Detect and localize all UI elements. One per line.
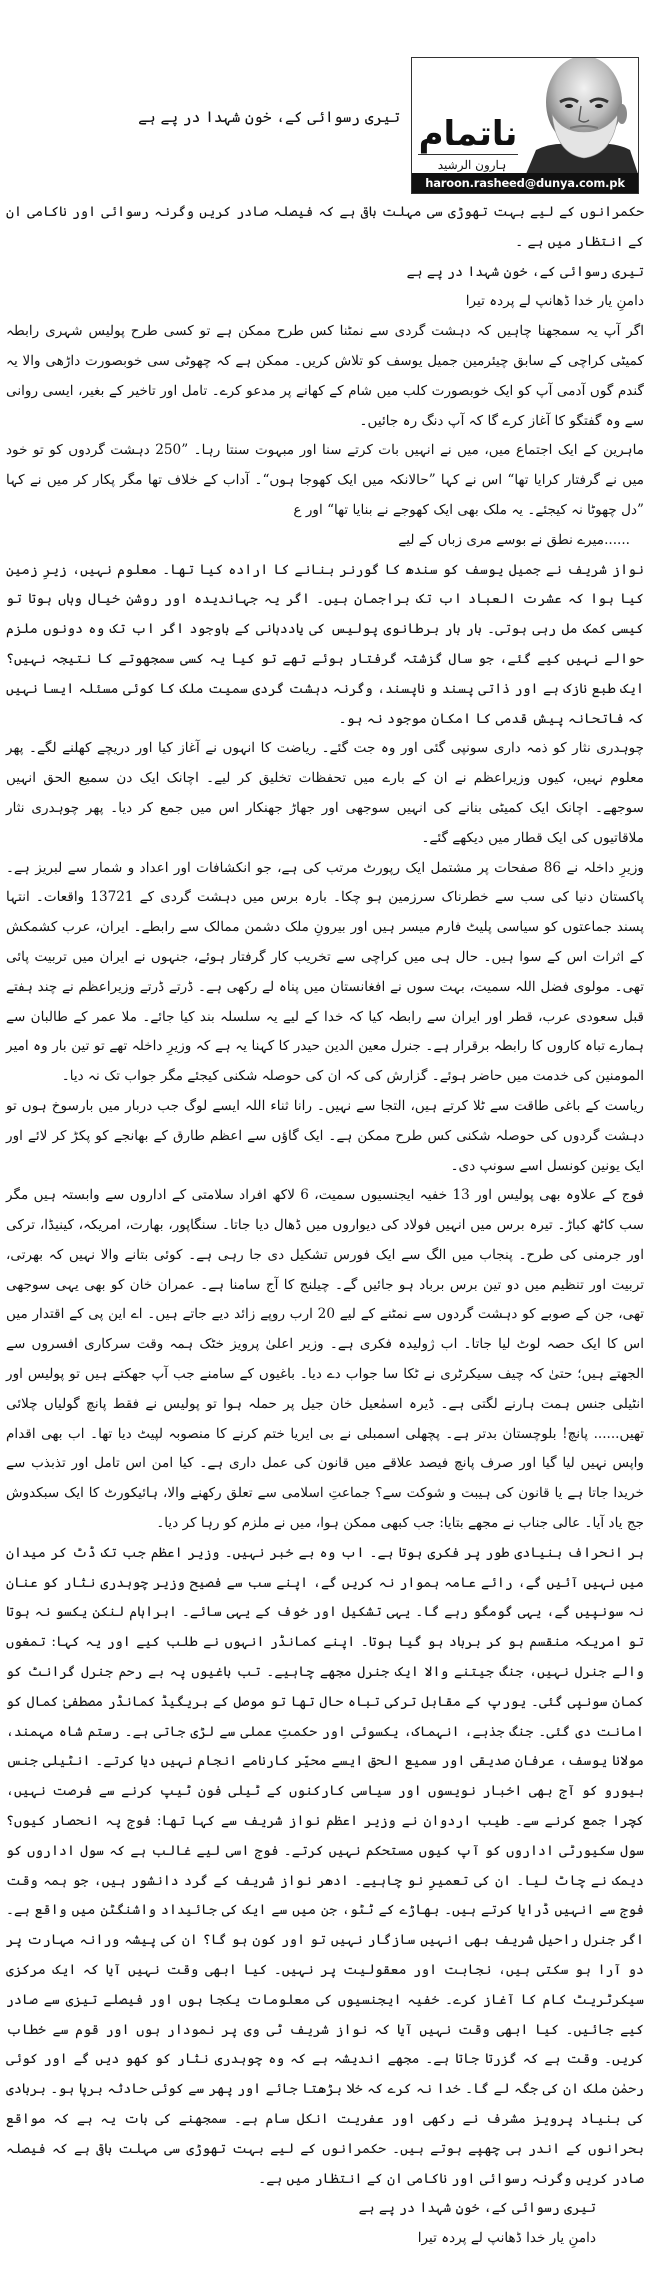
article-body bbox=[6, 198, 644, 2254]
byline-box bbox=[411, 57, 639, 194]
article-paragraph: اگر آپ یہ سمجھنا چاہیں کہ دہشت گردی سے نمٹنا کس طرح ممکن ہے تو کسی طرح پولیس شہری رابطہ کمیٹی کراچی کے سابق چیئرمین جمیل یوسف کو تلاش کریں۔ ممکن ہے کہ چھوٹی سی خوبصورت داڑھی والا یہ گندم گوں آدمی آپ کو ایک خوبصورت کلب میں شام کے کھانے پر مدعو کرے۔ تامل اور تاخیر کے بغیر، ایسی روانی سے وہ گفتگو کا آغاز کرے گا کہ آپ دنگ رہ جائیں۔ bbox=[6, 323, 644, 429]
poetry-verse: ......میرے نطق نے بوسے مری زباں کے لیے bbox=[398, 531, 630, 548]
poetry-verse: تیری رسوائی کے، خونِ شہدا در پے ہے bbox=[406, 263, 644, 280]
byline-divider bbox=[418, 154, 518, 155]
article-paragraph: نواز شریف نے جمیل یوسف کو سندھ کا گورنر بنانے کا ارادہ کیا تھا۔ معلوم نہیں، زیرِ زمین کیا ہوا کہ عشرت العباد اب تک براجمان ہیں۔ اگر یہ جہاندیدہ اور روشن خیال وہاں ہوتا تو کیسی کمک مل رہی ہوتی۔ بار بار برطانوی پولیس کی یاددہانی کے باوجود اگر اب تک وہ دونوں ملزم حوالے نہیں کیے گئے، جو سال گزشتہ گرفتار ہوئے تھے تو کیا یہ کسی سمجھوتے کا نتیجہ نہیں؟ ایک طبع نازک ہے اور ذاتی پسند و ناپسند، وگرنہ دہشت گردی سمیت ملک کا کوئی مسئلہ ایسا نہیں کہ فاتحانہ پیش قدمی کا امکان موجود نہ ہو۔ bbox=[6, 561, 644, 727]
poetry-verse: دامنِ یار خدا ڈھانپ لے پردہ تیرا bbox=[465, 293, 644, 310]
article-paragraph: فوج کے علاوہ بھی پولیس اور 13 خفیہ ایجنسیوں سمیت، 6 لاکھ افراد سلامتی کے اداروں سے وابستہ ہیں مگر سب کاٹھ کباڑ۔ تیرہ برس میں انہیں فولاد کی دیواروں میں ڈھال دیا جاتا۔ سنگاپور، بھارت، امریکہ، کینیڈا، ترکی اور جرمنی کی طرح۔ پنجاب میں الگ سے ایک فورس تشکیل دی جا رہی ہے۔ کوئی بتانے والا نہیں کہ بھرتی، تربیت اور تنظیم میں دو تین برس برباد ہو جائیں گے۔ چیلنج کا آج سامنا ہے۔ عمران خان کو بھی یہی سوجھی تھی، جن کے صوبے کو دہشت گردوں سے نمٹنے کے لیے 20 ارب روپے زائد دیے جاتے ہیں۔ اے این پی کے اقتدار میں اس کا ایک حصہ لوٹ لیا جاتا۔ اب ژولیدہ فکری ہے۔ وزیر اعلیٰ پرویز خٹک ہمہ وقت سرکاری افسروں سے الجھتے ہیں؛ حتیٰ کہ چیف سیکرٹری نے ٹکا سا جواب دے دیا۔ باغیوں کے سامنے جب آپ جھکتے ہیں تو پولیس اور انٹیلی جنس ہمت ہارنے لگتی ہے۔ ڈیرہ اسمٰعیل خان جیل پر حملہ ہوا تو پولیس نے فقط پانچ گولیاں چلائی تھیں...... پانچ! بلوچستان بدتر ہے۔ پچھلی اسمبلی نے بی ایریا ختم کرنے کا منصوبہ لپیٹ دیا تھا۔ اب بھی اقدام واپس نہیں لیا گیا اور صرف پانچ فیصد علاقے میں قانون کی عمل داری ہے۔ کیا امن اس تامل اور تذبذب سے خریدا جاتا ہے یا قانون کی ہیبت و شوکت سے؟ جماعتِ اسلامی سے تعلق رکھنے والا، ہائیکورٹ کا ایک سبکدوش جج یاد آیا۔ عالی جناب نے مجھے بتایا: جب کبھی ممکن ہوا، میں نے ملزم کو رہا کر دیا۔ bbox=[6, 1187, 645, 1532]
author-portrait-icon bbox=[526, 57, 638, 174]
article-paragraph: حکمرانوں کے لیے بہت تھوڑی سی مہلت باقی ہے کہ فیصلہ صادر کریں وگرنہ رسوائی اور ناکامی ان کے انتظار میں ہے ۔ bbox=[6, 204, 644, 250]
article-paragraph: وزیرِ داخلہ نے 86 صفحات پر مشتمل ایک رپورٹ مرتب کی ہے، جو انکشافات اور اعداد و شمار سے لبریز ہے۔ پاکستان دنیا کی سب سے خطرناک سرزمین ہو چکا۔ بارہ برس میں دہشت گردی کے 13721 واقعات۔ انتہا پسند جماعتوں کو سیاسی پلیٹ فارم میسر ہیں اور بیرونِ ملک دشمن ممالک سے رابطے۔ ایران، عرب کشمکش کے اثرات اس کے سوا ہیں۔ حال ہی میں کراچی سے تخریب کار گرفتار ہوئے، جنہوں نے ایران میں تربیت پائی تھی۔ مولوی فضل اللہ سمیت، بہت سوں نے افغانستان میں پناہ لے رکھی ہے۔ ڈرتے ڈرتے وزیراعظم نے چند ہفتے قبل سعودی عرب، قطر اور ایران سے رابطہ کیا کہ خدا کے لیے یہ سلسلہ بند کیا جائے۔ ملا عمر کے طالبان سے ہمارے تباہ کاروں کا رابطہ برقرار ہے۔ جنرل معین الدین حیدر کا کہنا یہ ہے کہ وزیرِ داخلہ تھے تو تین بار وہ امیر المومنین کی خدمت میں حاضر ہوئے۔ گزارش کی کہ ان کی حوصلہ شکنی کیجئے مگر جواب تک نہ دیا۔ bbox=[6, 859, 645, 1085]
article-paragraph: ہر انحراف بنیادی طور پر فکری ہوتا ہے۔ اب وہ بے خبر نہیں۔ وزیر اعظم جب تک ڈٹ کر میدان میں نہیں آئیں گے، رائے عامہ ہموار نہ کریں گے، اپنے سب سے فصیح وزیر چوہدری نثار کو عنان نہ سونپیں گے، یہی گومگو رہے گا۔ یہی تشکیل اور خوف کے یہی سائے۔ ابراہام لنکن یکسو نہ ہوتا تو امریکہ منقسم ہو کر برباد ہو گیا ہوتا۔ اپنے کمانڈر انہوں نے طلب کیے اور یہ کہا: تمغوں والے جنرل نہیں، جنگ جیتنے والا ایک جنرل مجھے چاہیے۔ تب باغیوں پہ بے رحم جنرل گرانٹ کو کمان سونپی گئی۔ یورپ کے مقابل ترکی تباہ حال تھا تو موصل کے بریگیڈ کمانڈر مصطفیٰ کمال کو امانت دی گئی۔ جنگ جذبے، انہماک، یکسوئی اور حکمتِ عملی سے لڑی جاتی ہے۔ رستم شاہ مہمند، مولانا یوسف، عرفان صدیقی اور سمیع الحق ایسے محیّر کارنامے انجام نہیں دیا کرتے۔ انٹیلی جنس بیورو کو آج بھی اخبار نویسوں اور سیاسی کارکنوں کے ٹیلی فون ٹیپ کرنے سے فرصت نہیں، کچرا جمع کرنے سے۔ طیب اردوان نے وزیر اعظم نواز شریف سے کہا تھا: فوج پہ انحصار کیوں؟ سول سکیورٹی اداروں کو آپ کیوں مستحکم نہیں کرتے۔ فوج اسی لیے غالب ہے کہ سول اداروں کو دیمک نے چاٹ لیا۔ ان کی تعمیرِ نو چاہیے۔ ادھر نواز شریف کے گرد دانشور ہیں، جو ہمہ وقت فوج سے انہیں ڈرایا کرتے ہیں۔ بھاڑے کے ٹٹو، جن میں سے ایک کی جائیداد واشنگٹن میں واقع ہے۔ اگر جنرل راحیل شریف بھی انہیں سازگار نہیں تو اور کون ہو گا؟ ان کی پیشہ ورانہ مہارت پر دو آرا ہو سکتی ہیں، نجابت اور معقولیت پر نہیں۔ کیا ابھی وقت نہیں آیا کہ ایک مرکزی سیکرٹریٹ کام کا آغاز کرے۔ خفیہ ایجنسیوں کی معلومات یکجا ہوں اور فیصلے تیزی سے صادر کیے جائیں۔ کیا ابھی وقت نہیں آیا کہ نواز شریف ٹی وی پر نمودار ہوں اور قوم سے خطاب کریں۔ وقت ہے کہ گزرتا جاتا ہے۔ مجھے اندیشہ ہے کہ وہ چوہدری نثار کو کھو دیں گے اور کوئی رحمٰن ملک ان کی جگہ لے گا۔ خدا نہ کرے کہ خلا بڑھتا جائے اور پھر سے کوئی حادثہ برپا ہو۔ بربادی کی بنیاد پرویز مشرف نے رکھی اور عفریت انکل سام ہے۔ سمجھنے کی بات یہ ہے کہ مواقع بحرانوں کے اندر ہی چھپے ہوتے ہیں۔ حکمرانوں کے لیے بہت تھوڑی سی مہلت باقی ہے کہ فیصلہ صادر کریں وگرنہ رسوائی اور ناکامی ان کے انتظار میں ہے۔ bbox=[6, 1544, 644, 2187]
article-paragraph: چوہدری نثار کو ذمہ داری سونپی گئی اور وہ جت گئے۔ ریاضت کا انہوں نے آغاز کیا اور دریچے کھلنے لگے۔ پھر معلوم نہیں، کیوں وزیراعظم نے ان کے بارے میں تحفظات تخلیق کر لیے۔ اچانک ایک دن سمیع الحق انہیں سوجھے۔ اچانک ایک کمیٹی بنانے کی انہیں سوجھی اور جھاڑ جھنکار اس میں جمع کر دیا۔ پھر چوہدری نثار ملاقاتیوں کی ایک قطار میں دیکھے گئے۔ bbox=[6, 740, 644, 846]
column-name-logo: ناتمام bbox=[418, 114, 518, 154]
article-paragraph: ریاست کے باغی طاقت سے ٹلا کرتے ہیں، التجا سے نہیں۔ رانا ثناء اللہ ایسے لوگ جب دربار میں بارسوخ ہوں تو دہشت گردوں کی حوصلہ شکنی کس طرح ممکن ہے۔ ایک گاؤں سے اعظم طارق کے بھانجے کو پکڑ کر لائے اور ایک یونین کونسل اسے سونپ دی۔ bbox=[6, 1097, 644, 1174]
author-name: ہارون الرشید bbox=[437, 158, 507, 172]
poetry-verse: دامنِ یار خدا ڈھانپ لے پردہ تیرا bbox=[417, 2230, 596, 2247]
article-paragraph: ماہرین کے ایک اجتماع میں، میں نے انہیں بات کرتے سنا اور مبہوت سنتا رہا۔ ”250 دہشت گردوں کو تو خود میں نے گرفتار کرایا تھا“ اس نے کہا ”حالانکہ میں ایک کھوجا ہوں“۔ آداب کے خلاف تھا مگر پکار کر میں نے کہا ”دل چھوٹا نہ کیجئے۔ یہ ملک بھی ایک کھوجے نے بنایا تھا“ اور ع bbox=[6, 442, 644, 518]
poetry-verse: تیری رسوائی کے، خونِ شہدا در پے ہے bbox=[358, 2200, 596, 2217]
author-email[interactable]: haroon.rasheed@dunya.com.pk bbox=[412, 173, 638, 193]
column-headline: تیری رسوائی کے، خونِ شہدا در پے ہے bbox=[138, 108, 400, 126]
